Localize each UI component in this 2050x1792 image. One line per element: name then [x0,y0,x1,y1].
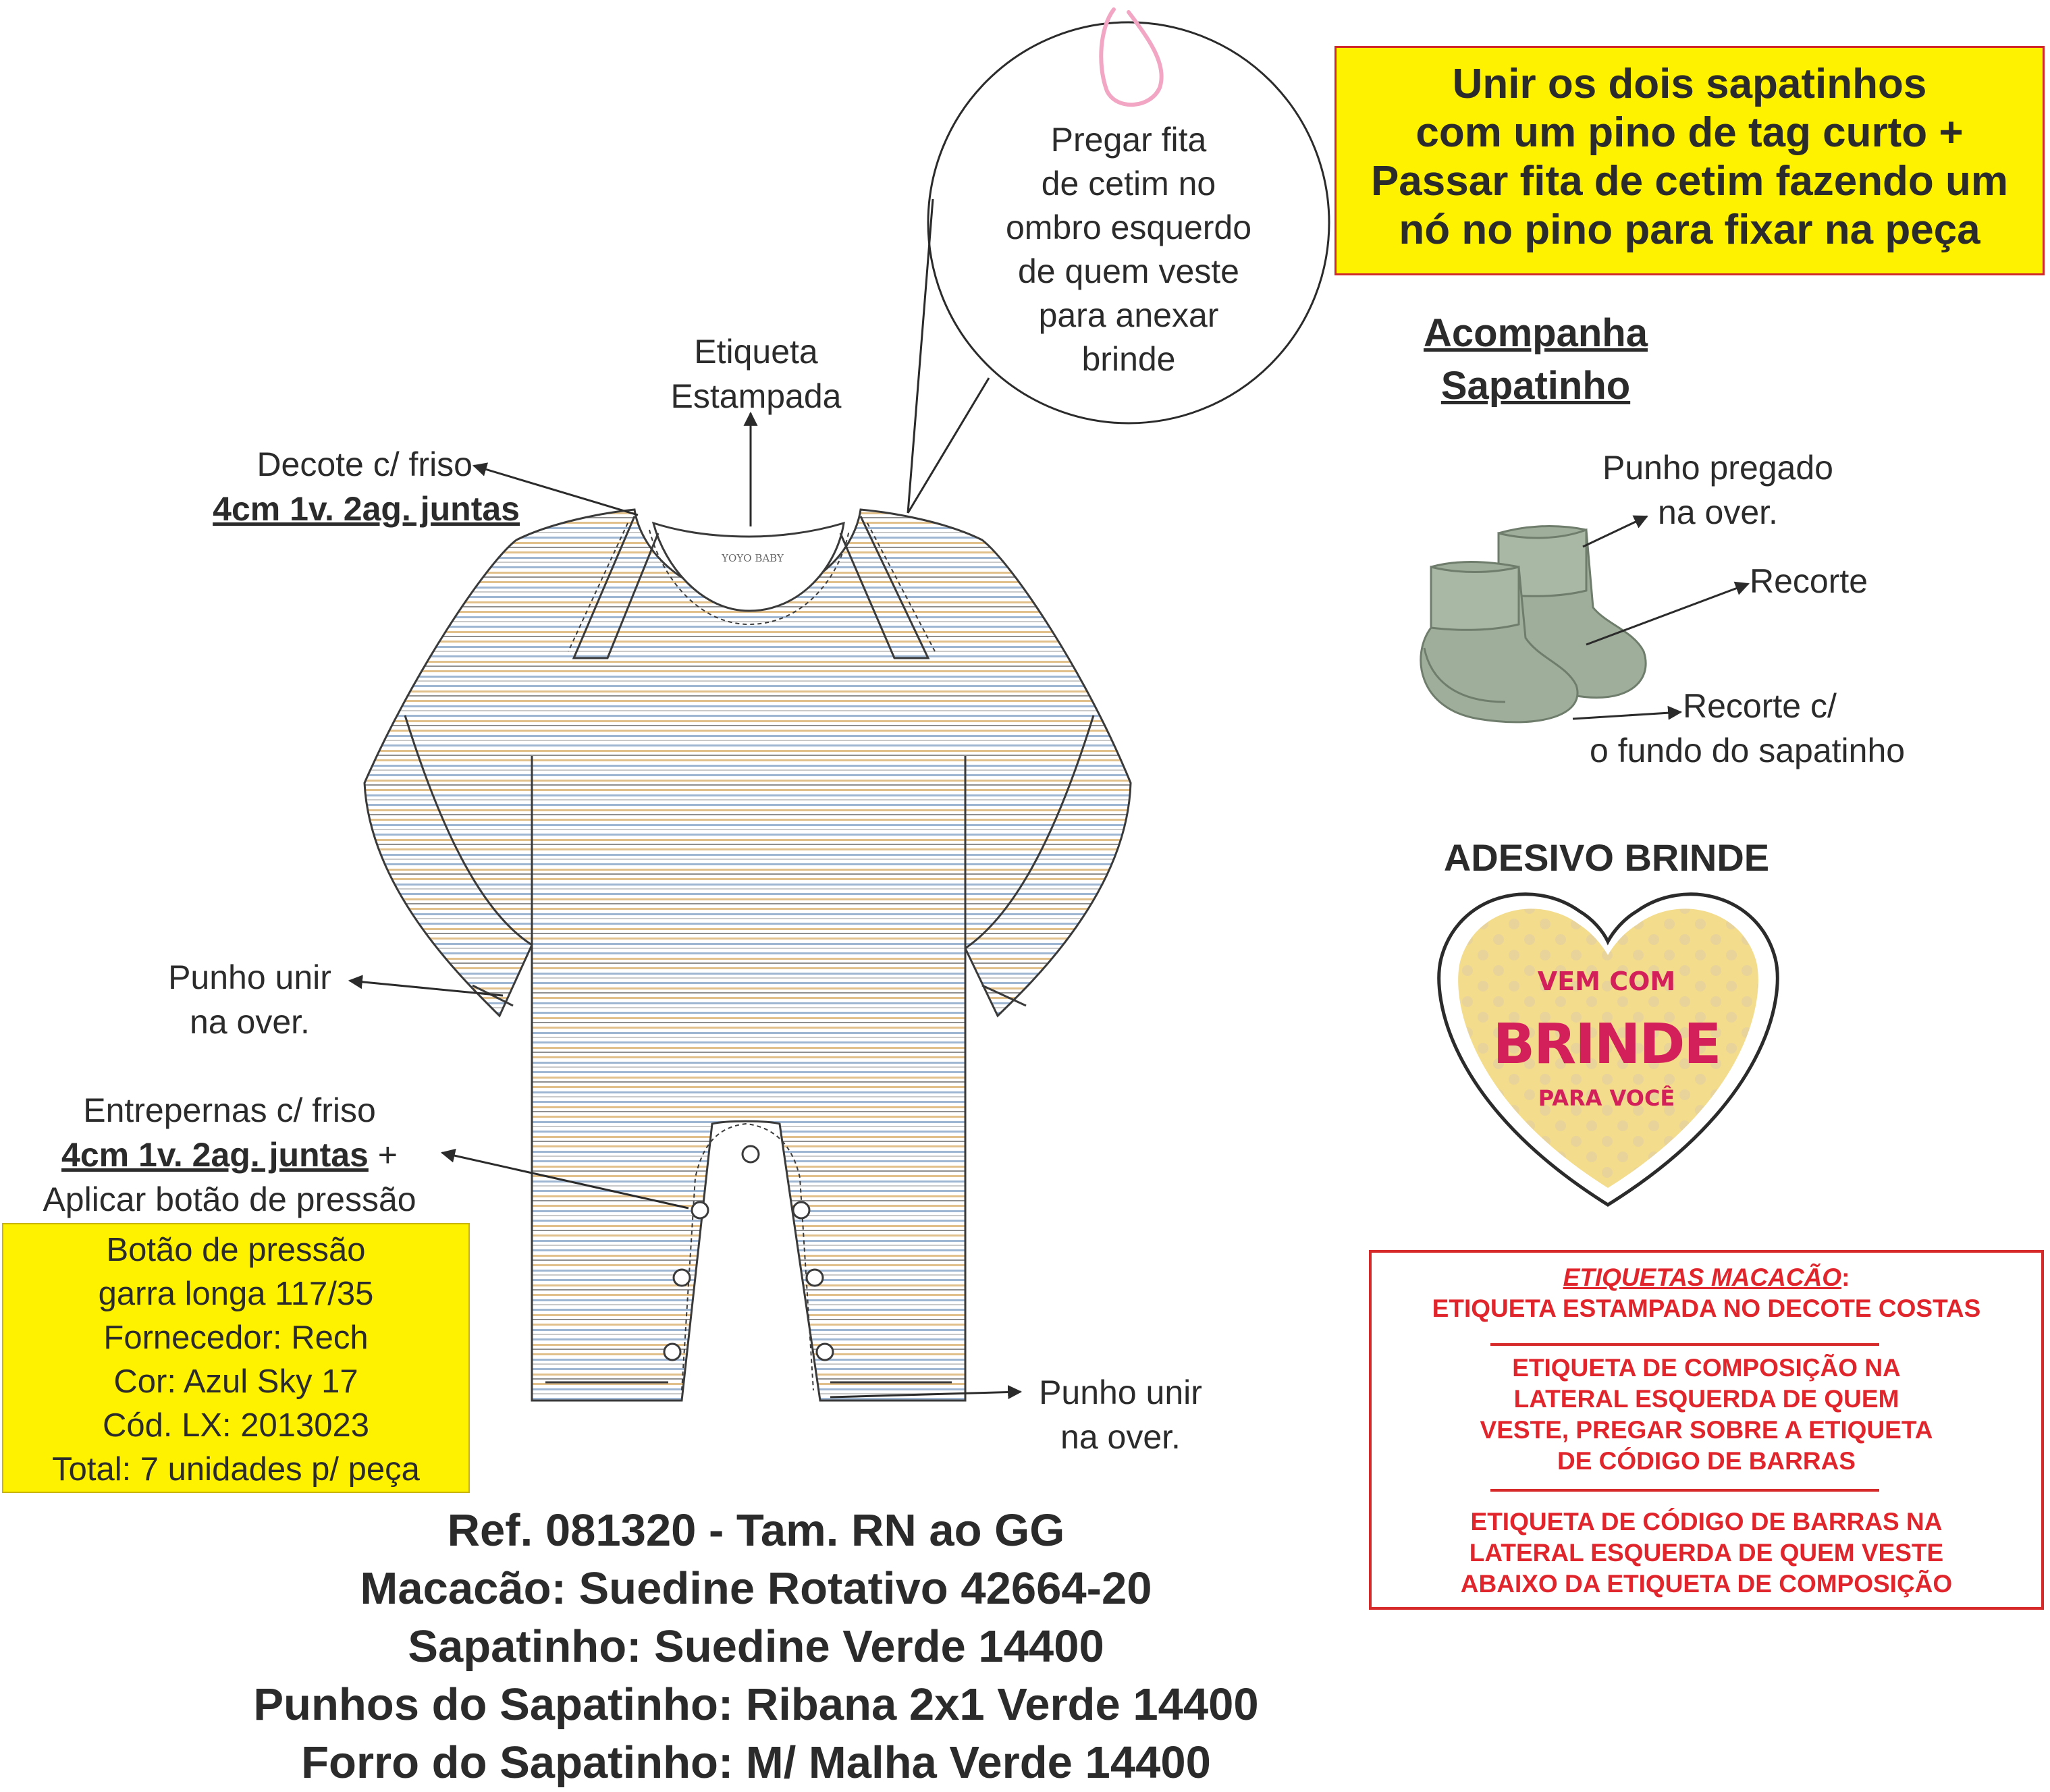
snap-button-icon [817,1344,833,1360]
bootie-sole-line: o fundo do sapatinho [1590,732,1906,769]
booties-assembly-line: nó no pino para fixar na peça [1399,207,1980,253]
snap-button-spec-line: Fornecedor: Rech [103,1320,369,1356]
leg-cuff-callout [1019,1370,1222,1459]
snap-button-spec-line: garra longa 117/35 [98,1276,374,1312]
snap-button-spec-line: Cor: Azul Sky 17 [113,1363,358,1400]
snap-button-icon [807,1270,823,1286]
reference-block [0,1502,1512,1792]
neckline-callout [108,442,520,531]
reference-line: Forro do Sapatinho: M/ Malha Verde 14400 [301,1737,1211,1788]
crotch-spec: 4cm 1v. 2ag. juntas [61,1136,369,1174]
labels-divider [1490,1489,1879,1492]
snap-button-spec-line: Total: 7 unidades p/ peça [52,1451,420,1488]
booties-assembly-line: Passar fita de cetim fazendo um [1370,158,2009,205]
satin-ribbon-note-line: brinde [1081,340,1176,378]
garment-labels-title-colon: : [1841,1264,1850,1291]
leg-cuff-line: Punho unir [1039,1374,1202,1411]
printed-label-callout [621,329,891,418]
crotch-spec-plus: + [368,1136,398,1174]
crotch-line: Entrepernas c/ friso [83,1091,376,1129]
leg-cuff-line: na over. [1060,1418,1181,1456]
booties-assembly-note [1334,46,2045,275]
snap-button-spec-line: Cód. LX: 2013023 [102,1407,370,1444]
booties-heading-line: Sapatinho [1440,364,1631,408]
jumpsuit-body [365,510,1131,1401]
sleeve-cuff-callout [135,955,365,1044]
bootie-cuff-label [1573,445,1863,535]
satin-ribbon-note [926,118,1331,381]
booties-heading-line: Acompanha [1424,311,1648,355]
sticker-text-line2: BRINDE [1492,1012,1721,1077]
snap-button-icon [664,1344,680,1360]
garment-labels-composition-line: ETIQUETA DE COMPOSIÇÃO NA [1512,1354,1901,1382]
garment-labels-barcode-line: ETIQUETA DE CÓDIGO DE BARRAS NA [1470,1508,1943,1536]
snap-button-icon [692,1202,708,1218]
satin-ribbon-note-line: de quem veste [1018,252,1239,290]
garment-labels-printed: ETIQUETA ESTAMPADA NO DECOTE COSTAS [1432,1295,1981,1322]
snap-button-icon [743,1146,759,1162]
neck-tag-text: YOYO BABY [722,552,784,564]
garment-labels-barcode-line: LATERAL ESQUERDA DE QUEM VESTE [1469,1539,1944,1567]
snap-button-spec [2,1223,470,1493]
bootie-sole-label [1590,684,1995,773]
bootie-cuff-line: Punho pregado [1602,449,1833,487]
garment-labels-composition-line: LATERAL ESQUERDA DE QUEM [1513,1385,1899,1413]
bootie-cut-label: Recorte [1750,562,1868,600]
labels-divider [1490,1343,1879,1346]
neckline-spec: 4cm 1v. 2ag. juntas [213,490,520,528]
garment-labels-composition-line: VESTE, PREGAR SOBRE A ETIQUETA [1480,1416,1933,1444]
garment-labels-barcode-line: ABAIXO DA ETIQUETA DE COMPOSIÇÃO [1460,1570,1953,1598]
bootie-cuff-line: na over. [1658,493,1778,531]
arrow-icon [1586,584,1748,645]
reference-line: Macacão: Suedine Rotativo 42664-20 [360,1563,1152,1614]
reference-line: Ref. 081320 - Tam. RN ao GG [447,1505,1065,1556]
booties-assembly-line: com um pino de tag curto + [1415,109,1964,156]
garment-labels-title-row [1372,1262,2041,1293]
reference-line: Sapatinho: Suedine Verde 14400 [408,1621,1104,1672]
printed-label-line: Etiqueta [694,333,818,371]
booties-heading [1384,307,1688,412]
sticker-heading: ADESIVO BRINDE [1443,836,1770,879]
snap-button-spec-line: Botão de pressão [106,1232,366,1268]
reference-line: Punhos do Sapatinho: Ribana 2x1 Verde 14400 [253,1679,1259,1730]
sleeve-cuff-line: na over. [190,1003,310,1041]
bootie-sole-line: Recorte c/ [1683,687,1837,725]
booties-assembly-line: Unir os dois sapatinhos [1452,61,1927,107]
sticker-text-line3: PARA VOCÊ [1538,1085,1675,1111]
neckline-line: Decote c/ friso [257,445,473,483]
garment-labels-composition-line: DE CÓDIGO DE BARRAS [1557,1447,1856,1475]
satin-ribbon-note-line: Pregar fita [1050,121,1207,159]
crotch-spec-row [0,1133,459,1177]
garment-labels-title: ETIQUETAS MACACÃO [1563,1264,1842,1291]
snap-button-icon [674,1270,690,1286]
crotch-callout [0,1088,459,1222]
satin-ribbon-note-line: para anexar [1038,296,1219,334]
sleeve-cuff-line: Punho unir [168,958,331,996]
snap-button-icon [793,1202,809,1218]
sticker-text-line1: VEM COM [1537,967,1676,996]
jumpsuit-drawing [365,510,1131,1401]
satin-ribbon-note-line: ombro esquerdo [1005,209,1252,246]
satin-ribbon-note-line: de cetim no [1041,165,1216,202]
crotch-line: Aplicar botão de pressão [43,1180,416,1218]
printed-label-line: Estampada [670,377,842,415]
